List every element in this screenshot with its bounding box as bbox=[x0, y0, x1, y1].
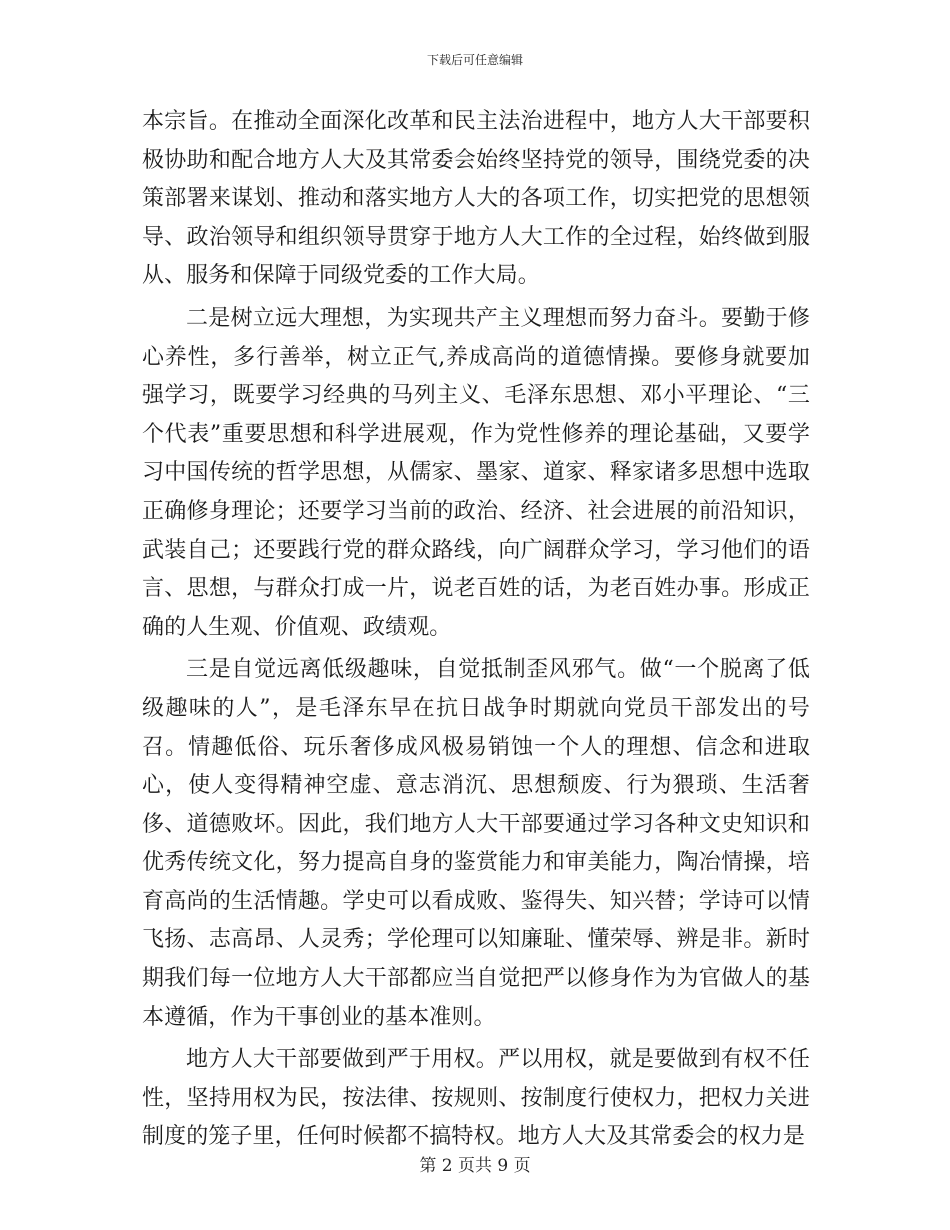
document-body bbox=[142, 103, 810, 1157]
paragraph-continuation: 本宗旨。在推动全面深化改革和民主法治进程中，地方人大干部要积极协助和配合地方人大及其常委会始终坚持党的领导，围绕党委的决策部署来谋划、推动和落实地方人大的各项工作，切实把党的思想领导、政治领导和组织领导贯穿于地方人大工作的全过程，始终做到服从、服务和保障于同级党委的工作大局。 bbox=[142, 109, 810, 289]
paragraph-ideals: 二是树立远大理想，为实现共产主义理想而努力奋斗。要勤于修心养性，多行善举，树立正气,养成高尚的道德情操。要修身就要加强学习，既要学习经典的马列主义、毛泽东思想、邓小平理论、“三个代表”重要思想和科学进展观，作为党性修养的理论基础，又要学习中国传统的哲学思想，从儒家、墨家、道家、释家诸多思想中选取正确修身理论；还要学习当前的政治、经济、社会进展的前沿知识，武装自己；还要践行党的群众路线，向广阔群众学习，学习他们的语言、思想，与群众打成一片，说老百姓的话，为老百姓办事。形成正确的人生观、价值观、政绩观。 bbox=[142, 305, 810, 640]
page-header: 下载后可任意编辑 bbox=[426, 53, 523, 67]
paragraph-power: 地方人大干部要做到严于用权。严以用权，就是要做到有权不任性，坚持用权为民，按法律、按规则、按制度行使权力，把权力关进制度的笼子里，任何时候都不搞特权。地方人大及其常委会的权力是 bbox=[142, 1047, 810, 1150]
paragraph-tastes: 三是自觉远离低级趣味，自觉抵制歪风邪气。做“一个脱离了低级趣味的人”，是毛泽东早在抗日战争时期就向党员干部发出的号召。情趣低俗、玩乐奢侈成风极易销蚀一个人的理想、信念和进取心，使人变得精神空虚、意志消沉、思想颓废、行为猥琐、生活奢侈、道德败坏。因此，我们地方人大干部要通过学习各种文史知识和优秀传统文化，努力提高自身的鉴赏能力和审美能力，陶冶情操，培育高尚的生活情趣。学史可以看成败、鉴得失、知兴替；学诗可以情飞扬、志高昂、人灵秀；学伦理可以知廉耻、懂荣辱、辨是非。新时期我们每一位地方人大干部都应当自觉把严以修身作为为官做人的基本遵循，作为干事创业的基本准则。 bbox=[142, 657, 810, 1030]
page-footer: 第 2 页共 9 页 bbox=[419, 1156, 531, 1176]
